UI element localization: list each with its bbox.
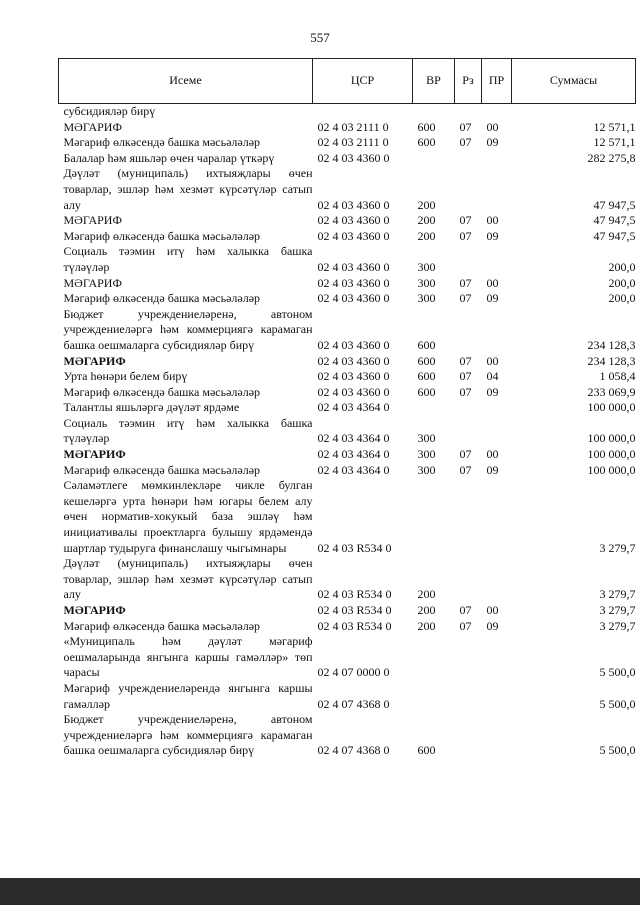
row-sum <box>512 104 636 120</box>
row-vr <box>413 400 455 416</box>
row-rz <box>455 166 482 213</box>
row-rz <box>455 556 482 603</box>
row-sum: 1 058,4 <box>599 369 636 384</box>
row-pr <box>482 634 512 681</box>
row-pr: 00 <box>486 447 499 462</box>
row-name: Бюджет учреждениеләренә, автоном учреждениеләргә һәм коммерциягә карамаган башка оешмаларга субсидияләр бирү <box>63 712 313 758</box>
row-name: МӘГАРИФ <box>63 447 126 462</box>
table-row <box>59 478 636 556</box>
row-pr: 09 <box>486 135 499 150</box>
row-vr: 300 <box>417 447 436 462</box>
row-sum: 234 128,3 <box>587 353 636 368</box>
row-name: Мәгариф өлкәсендә башка мәсьәләләр <box>63 384 261 399</box>
row-csr: 02 4 03 4364 0 <box>317 462 390 477</box>
row-pr <box>482 556 512 603</box>
row-name: МӘГАРИФ <box>63 275 122 290</box>
row-vr: 300 <box>417 462 436 477</box>
row-vr <box>413 634 455 681</box>
row-rz <box>455 712 482 759</box>
table-row <box>59 276 636 292</box>
row-csr: 02 4 03 R534 0 <box>317 587 392 602</box>
row-pr: 00 <box>486 275 499 290</box>
row-csr: 02 4 03 4360 0 <box>317 337 390 352</box>
table-row <box>59 120 636 136</box>
row-vr: 300 <box>417 259 436 274</box>
header-name: Исеме <box>59 59 313 104</box>
header-vr: ВР <box>413 59 455 104</box>
row-rz <box>455 416 482 447</box>
table-row <box>59 166 636 213</box>
row-csr: 02 4 03 4360 0 <box>317 353 390 368</box>
row-pr <box>482 416 512 447</box>
row-name: МӘГАРИФ <box>63 213 122 228</box>
row-rz: 07 <box>459 135 472 150</box>
row-name: МӘГАРИФ <box>63 603 126 617</box>
row-rz: 07 <box>459 447 472 462</box>
row-rz: 07 <box>459 228 472 243</box>
row-sum: 3 279,7 <box>599 618 636 633</box>
row-pr: 00 <box>486 119 499 134</box>
header-pr: ПР <box>482 59 512 104</box>
table-row <box>59 229 636 245</box>
table-row <box>59 369 636 385</box>
row-csr: 02 4 03 4360 0 <box>317 275 390 290</box>
row-name: Балалар һәм яшьләр өчен чаралар үткәрү <box>63 150 275 165</box>
row-pr: 00 <box>486 213 499 228</box>
table-row <box>59 463 636 479</box>
row-name: Мәгариф өлкәсендә башка мәсьәләләр <box>63 618 261 633</box>
row-rz: 07 <box>459 618 472 633</box>
row-pr: 04 <box>486 369 499 384</box>
row-pr <box>482 307 512 354</box>
row-sum: 47 947,5 <box>593 197 636 212</box>
row-rz <box>455 104 482 120</box>
table-row <box>59 354 636 370</box>
row-vr: 600 <box>417 743 436 758</box>
row-pr <box>482 400 512 416</box>
row-name: Сәламәтлеге мөмкинлекләре чикле булган кешеләргә урта һөнәри һәм югары белем алу өчен норматив-хокукый база эшләү һәм инициативалы проектларга булышу ярдәмендә шартлар тудыруга финанслашу чыгымнары <box>63 478 313 555</box>
row-pr <box>482 151 512 167</box>
row-sum: 5 500,0 <box>599 665 636 680</box>
row-name: МӘГАРИФ <box>63 353 126 368</box>
row-csr: 02 4 03 4360 0 <box>317 197 390 212</box>
row-vr: 600 <box>417 119 436 134</box>
row-name: субсидияләр бирү <box>63 104 156 118</box>
row-rz <box>455 244 482 275</box>
table-row <box>59 385 636 401</box>
row-csr: 02 4 03 4364 0 <box>317 447 390 462</box>
table-row <box>59 291 636 307</box>
row-vr: 600 <box>417 369 436 384</box>
table-row <box>59 681 636 712</box>
row-vr: 200 <box>417 228 436 243</box>
row-sum: 3 279,7 <box>599 587 636 602</box>
row-vr: 300 <box>417 431 436 446</box>
row-rz <box>455 478 482 556</box>
row-csr: 02 4 07 0000 0 <box>317 665 390 680</box>
row-csr: 02 4 03 4360 0 <box>317 150 390 165</box>
row-name: МӘГАРИФ <box>63 119 122 134</box>
row-pr: 09 <box>486 228 499 243</box>
row-vr: 600 <box>417 135 436 150</box>
row-rz: 07 <box>459 213 472 228</box>
table-row <box>59 447 636 463</box>
row-sum: 47 947,5 <box>593 228 636 243</box>
table-row <box>59 135 636 151</box>
row-csr: 02 4 03 4360 0 <box>317 213 390 228</box>
table-row <box>59 151 636 167</box>
table-row <box>59 416 636 447</box>
row-sum: 200,0 <box>608 291 636 306</box>
row-sum: 47 947,5 <box>593 213 636 228</box>
row-name: Талантлы яшьләргә дәүләт ярдәме <box>63 400 240 415</box>
row-name: Бюджет учреждениеләренә, автоном учреждениеләргә һәм коммерциягә карамаган башка оешмаларга субсидияләр бирү <box>63 306 313 352</box>
row-sum: 100 000,0 <box>587 462 636 477</box>
table-row <box>59 619 636 635</box>
row-sum: 100 000,0 <box>587 431 636 446</box>
row-vr <box>413 681 455 712</box>
header-csr: ЦСР <box>313 59 413 104</box>
row-pr <box>482 104 512 120</box>
table-row <box>59 307 636 354</box>
row-vr <box>413 104 455 120</box>
row-vr: 300 <box>417 275 436 290</box>
row-csr: 02 4 03 4360 0 <box>317 291 390 306</box>
row-rz <box>455 681 482 712</box>
row-csr: 02 4 03 4364 0 <box>317 431 390 446</box>
row-sum: 233 069,9 <box>587 384 636 399</box>
row-pr: 09 <box>486 462 499 477</box>
row-csr: 02 4 03 4360 0 <box>317 369 390 384</box>
row-rz <box>455 634 482 681</box>
row-name: Дәүләт (муниципаль) ихтыяҗлары өчен товарлар, эшләр һәм хезмәт күрсәтүләр сатып алу <box>63 556 313 602</box>
row-sum: 100 000,0 <box>587 400 636 415</box>
table-row <box>59 634 636 681</box>
row-csr: 02 4 03 4360 0 <box>317 259 390 274</box>
row-rz <box>455 400 482 416</box>
row-vr: 200 <box>417 213 436 228</box>
row-vr: 600 <box>417 384 436 399</box>
table-row <box>59 712 636 759</box>
row-pr <box>482 681 512 712</box>
row-name: Мәгариф өлкәсендә башка мәсьәләләр <box>63 462 261 477</box>
row-vr: 200 <box>417 618 436 633</box>
table-row <box>59 244 636 275</box>
header-sum: Суммасы <box>512 59 636 104</box>
row-csr: 02 4 03 R534 0 <box>317 603 392 617</box>
row-sum: 100 000,0 <box>587 447 636 462</box>
page-number: 557 <box>310 30 330 45</box>
header-rz: Рз <box>455 59 482 104</box>
row-name: Социаль тәэмин итү һәм халыкка башка түләүләр <box>63 244 313 274</box>
row-rz <box>455 151 482 167</box>
row-rz: 07 <box>459 369 472 384</box>
row-name: «Муниципаль һәм дәүләт мәгариф оешмаларында янгынга каршы гамәлләр» төп чарасы <box>63 634 313 680</box>
row-sum: 5 500,0 <box>599 743 636 758</box>
row-pr: 09 <box>486 384 499 399</box>
row-pr: 00 <box>486 603 499 617</box>
row-rz: 07 <box>459 384 472 399</box>
row-csr: 02 4 03 4364 0 <box>317 400 390 415</box>
row-csr: 02 4 07 4368 0 <box>317 743 390 758</box>
row-csr: 02 4 03 2111 0 <box>317 135 389 150</box>
table-row <box>59 104 636 120</box>
row-pr: 09 <box>486 618 499 633</box>
row-csr: 02 4 07 4368 0 <box>317 696 390 711</box>
row-rz: 07 <box>459 119 472 134</box>
table-header-row <box>59 59 636 104</box>
row-name: Социаль тәэмин итү һәм халыкка башка түләүләр <box>63 415 313 446</box>
row-sum: 12 571,1 <box>593 119 636 134</box>
row-csr: 02 4 03 R534 0 <box>317 540 392 555</box>
row-csr <box>313 104 413 120</box>
row-name: Урта һөнәри белем бирү <box>63 369 188 384</box>
row-sum: 5 500,0 <box>599 696 636 711</box>
row-sum: 3 279,7 <box>599 603 636 617</box>
row-vr: 200 <box>417 587 436 602</box>
row-pr <box>482 244 512 275</box>
table-row <box>59 213 636 229</box>
row-pr <box>482 478 512 556</box>
table-row <box>59 400 636 416</box>
row-vr <box>413 478 455 556</box>
row-rz: 07 <box>459 291 472 306</box>
row-vr: 200 <box>417 603 436 617</box>
row-rz: 07 <box>459 275 472 290</box>
table-row <box>59 556 636 603</box>
row-name: Дәүләт (муниципаль) ихтыяҗлары өчен товарлар, эшләр һәм хезмәт күрсәтүләр сатып алу <box>63 166 313 212</box>
row-name: Мәгариф учреждениеләрендә янгынга каршы гамәлләр <box>63 680 313 711</box>
row-vr: 600 <box>417 353 436 368</box>
row-pr <box>482 712 512 759</box>
row-sum: 200,0 <box>608 275 636 290</box>
scan-edge <box>0 878 640 905</box>
row-rz: 07 <box>459 462 472 477</box>
row-pr: 09 <box>486 291 499 306</box>
row-name: Мәгариф өлкәсендә башка мәсьәләләр <box>63 291 261 306</box>
row-name: Мәгариф өлкәсендә башка мәсьәләләр <box>63 228 261 243</box>
row-sum: 282 275,8 <box>587 150 636 165</box>
row-vr <box>413 151 455 167</box>
row-vr: 200 <box>417 197 436 212</box>
row-name: Мәгариф өлкәсендә башка мәсьәләләр <box>63 135 261 150</box>
row-rz <box>455 307 482 354</box>
row-sum: 234 128,3 <box>587 337 636 352</box>
table-body <box>59 104 636 759</box>
row-rz: 07 <box>459 603 472 617</box>
row-sum: 3 279,7 <box>599 540 636 555</box>
row-vr: 300 <box>417 291 436 306</box>
row-pr <box>482 166 512 213</box>
row-csr: 02 4 03 R534 0 <box>317 618 392 633</box>
row-rz: 07 <box>459 353 472 368</box>
row-csr: 02 4 03 2111 0 <box>317 119 389 134</box>
row-csr: 02 4 03 4360 0 <box>317 228 390 243</box>
row-sum: 200,0 <box>608 259 636 274</box>
row-pr: 00 <box>486 353 499 368</box>
row-sum: 12 571,1 <box>593 135 636 150</box>
budget-table <box>58 58 636 759</box>
row-vr: 600 <box>417 337 436 352</box>
row-csr: 02 4 03 4360 0 <box>317 384 390 399</box>
table-row <box>59 603 636 619</box>
